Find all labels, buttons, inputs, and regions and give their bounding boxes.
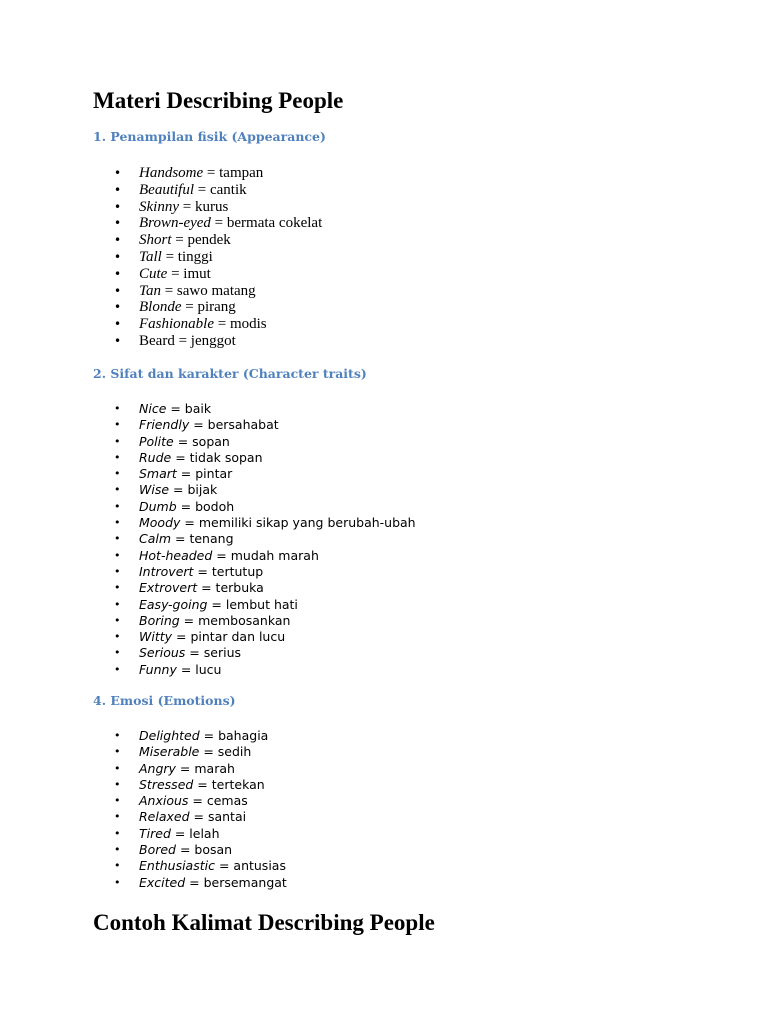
vocabulary-term: Enthusiastic [139,858,215,874]
vocabulary-term: Blonde [139,299,182,316]
section-heading-appearance: 1. Penampilan fisik (Appearance) [93,129,326,144]
vocabulary-meaning: = serius [185,645,241,661]
character-traits-list [0,401,416,678]
vocabulary-meaning: = lucu [176,661,222,677]
vocabulary-meaning: = tampan [203,165,264,181]
vocabulary-meaning: = bijak [169,482,218,498]
vocabulary-term: Serious [139,645,186,661]
vocabulary-item [0,299,322,316]
vocabulary-term: Tan [139,282,161,299]
vocabulary-item [0,466,416,482]
vocabulary-meaning: = sopan [173,433,230,449]
vocabulary-term: Introvert [139,563,194,579]
section-title-example-sentences: Contoh Kalimat Describing People [93,910,435,935]
vocabulary-term: Tired [139,825,171,841]
vocabulary-term: Delighted [139,728,200,743]
vocabulary-item [0,597,416,613]
vocabulary-item [0,434,416,450]
vocabulary-term: Handsome [139,165,204,181]
vocabulary-item [0,761,287,777]
vocabulary-meaning: = bersahabat [189,417,279,433]
vocabulary-term: Smart [139,466,177,482]
vocabulary-meaning: = antusias [214,858,286,874]
vocabulary-meaning: Beard = jenggot [139,332,236,349]
vocabulary-item [0,662,416,678]
vocabulary-meaning: = santai [189,809,247,825]
vocabulary-term: Tall [139,248,162,265]
vocabulary-term: Friendly [139,417,190,433]
vocabulary-item [0,548,416,564]
vocabulary-term: Boring [139,612,180,628]
vocabulary-item [0,858,287,874]
vocabulary-item [0,875,287,891]
vocabulary-item [0,842,287,858]
vocabulary-term: Polite [139,433,174,449]
vocabulary-meaning: = tidak sopan [171,449,263,465]
vocabulary-meaning: = tertutup [193,563,264,579]
vocabulary-item [0,232,322,249]
vocabulary-item [0,564,416,580]
vocabulary-item [0,450,416,466]
section-heading-character-traits: 2. Sifat dan karakter (Character traits) [93,366,367,381]
vocabulary-meaning: = lelah [170,825,220,841]
vocabulary-item [0,266,322,283]
vocabulary-meaning: = modis [214,316,267,333]
vocabulary-term: Calm [139,531,172,547]
vocabulary-meaning: = bersemangat [185,874,287,890]
vocabulary-meaning: = cemas [188,793,248,809]
appearance-list [0,165,322,350]
vocabulary-meaning: = pirang [181,299,236,316]
section-heading-emotions: 4. Emosi (Emotions) [93,693,236,708]
vocabulary-term: Hot-headed [139,547,213,563]
vocabulary-meaning: = tinggi [161,248,213,265]
vocabulary-item [0,515,416,531]
vocabulary-term: Brown-eyed [139,215,211,232]
page-title: Materi Describing People [93,88,344,113]
emotions-list [0,728,287,891]
vocabulary-meaning: = imut [167,265,211,282]
vocabulary-term: Funny [139,661,177,677]
vocabulary-meaning: = sedih [199,744,252,760]
vocabulary-item [0,613,416,629]
vocabulary-term: Fashionable [139,316,214,333]
vocabulary-item [0,333,322,350]
vocabulary-item [0,417,416,433]
vocabulary-meaning: = bahagia [199,728,269,743]
vocabulary-term: Angry [139,760,176,776]
vocabulary-term: Nice [139,401,167,416]
vocabulary-term: Excited [139,874,186,890]
vocabulary-term: Stressed [139,776,194,792]
vocabulary-meaning: = kurus [178,198,229,215]
vocabulary-meaning: = baik [166,401,212,416]
vocabulary-item [0,499,416,515]
vocabulary-term: Beautiful [139,181,194,198]
vocabulary-meaning: = terbuka [197,580,264,596]
vocabulary-meaning: = bosan [176,842,233,858]
vocabulary-meaning: = marah [175,760,235,776]
vocabulary-item [0,629,416,645]
vocabulary-meaning: = tenang [171,531,234,547]
vocabulary-item [0,809,287,825]
vocabulary-term: Rude [139,449,172,465]
vocabulary-term: Miserable [139,744,200,760]
vocabulary-meaning: = cantik [194,181,247,198]
vocabulary-term: Short [139,232,172,249]
vocabulary-item [0,182,322,199]
vocabulary-item [0,777,287,793]
vocabulary-meaning: = bodoh [176,498,235,514]
vocabulary-item [0,531,416,547]
vocabulary-item [0,165,322,182]
vocabulary-term: Witty [139,629,173,645]
vocabulary-term: Anxious [139,793,189,809]
vocabulary-item [0,401,416,417]
vocabulary-term: Bored [139,842,176,858]
vocabulary-term: Relaxed [139,809,190,825]
vocabulary-item [0,744,287,760]
vocabulary-item [0,793,287,809]
vocabulary-item [0,728,287,744]
vocabulary-item [0,199,322,216]
vocabulary-meaning: = membosankan [179,612,291,628]
vocabulary-term: Wise [139,482,170,498]
vocabulary-meaning: = pendek [171,232,231,249]
vocabulary-item [0,482,416,498]
vocabulary-item [0,316,322,333]
vocabulary-term: Cute [139,265,168,282]
vocabulary-meaning: = tertekan [193,776,265,792]
vocabulary-item [0,645,416,661]
vocabulary-item [0,215,322,232]
vocabulary-meaning: = pintar dan lucu [172,629,286,645]
vocabulary-item [0,826,287,842]
vocabulary-item [0,249,322,266]
vocabulary-item [0,283,322,300]
vocabulary-meaning: = pintar [176,466,233,482]
vocabulary-term: Skinny [139,198,179,215]
vocabulary-term: Dumb [139,498,177,514]
vocabulary-term: Extrovert [139,580,198,596]
vocabulary-term: Easy-going [139,596,208,612]
vocabulary-meaning: = mudah marah [212,547,319,563]
vocabulary-meaning: = sawo matang [160,282,256,299]
vocabulary-term: Moody [139,515,181,531]
vocabulary-item [0,580,416,596]
vocabulary-meaning: = bermata cokelat [210,215,323,232]
vocabulary-meaning: = lembut hati [207,596,298,612]
vocabulary-meaning: = memiliki sikap yang berubah-ubah [180,515,416,531]
